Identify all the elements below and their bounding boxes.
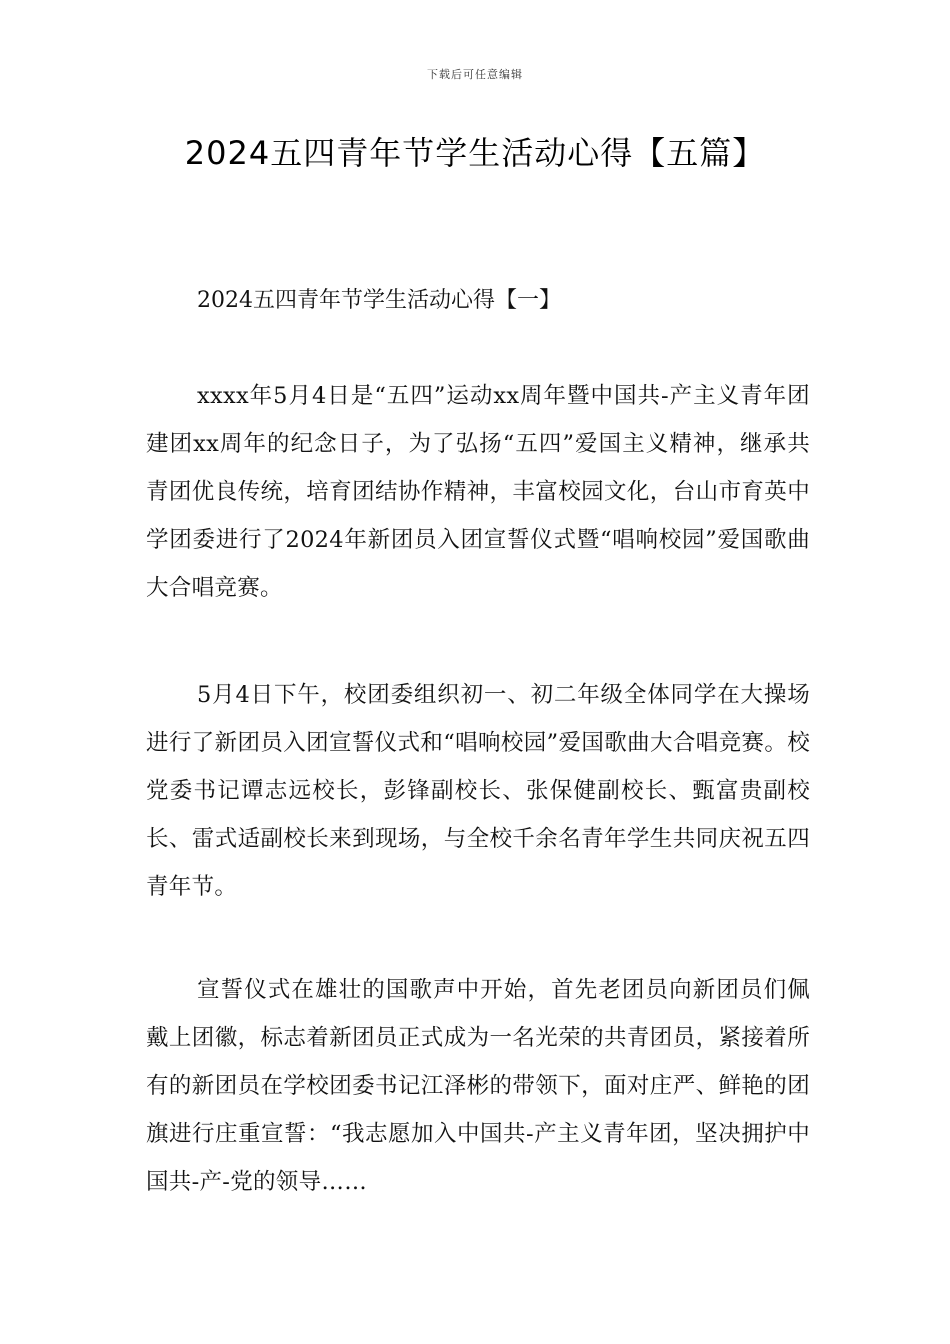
- body-paragraph: 5月4日下午，校团委组织初一、初二年级全体同学在大操场进行了新团员入团宣誓仪式和“唱响校园”爱国歌曲大合唱竞赛。校党委书记谭志远校长，彭锋副校长、张保健副校长、甄富贵副校长、雷式适副校长来到现场，与全校千余名青年学生共同庆祝五四青年节。: [146, 682, 810, 900]
- header-note: 下载后可任意编辑: [427, 68, 523, 81]
- document-title: 2024五四青年节学生活动心得【五篇】: [184, 134, 766, 172]
- body-paragraph: 宣誓仪式在雄壮的国歌声中开始，首先老团员向新团员们佩戴上团徽，标志着新团员正式成为一名光荣的共青团员，紧接着所有的新团员在学校团委书记江泽彬的带领下，面对庄严、鲜艳的团旗进行庄重宣誓：“我志愿加入中国共-产主义青年团，坚决拥护中国共-产-党的领导……: [146, 977, 810, 1195]
- body-paragraph: xxxx年5月4日是“五四”运动xx周年暨中国共-产主义青年团建团xx周年的纪念日子，为了弘扬“五四”爱国主义精神，继承共青团优良传统，培育团结协作精神，丰富校园文化，台山市育英中学团委进行了2024年新团员入团宣誓仪式暨“唱响校园”爱国歌曲大合唱竞赛。: [146, 383, 810, 601]
- section-heading: 2024五四青年节学生活动心得【一】: [197, 288, 561, 313]
